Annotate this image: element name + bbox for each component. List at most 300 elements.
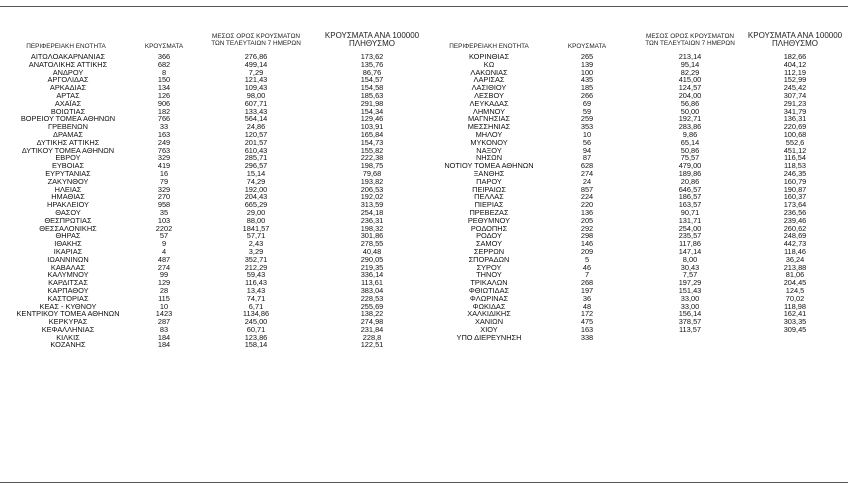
- region-cell: ΚΑΣΤΟΡΙΑΣ: [47, 293, 89, 303]
- avg-cell: 131,71: [678, 215, 702, 225]
- region-cell: ΙΘΑΚΗΣ: [54, 239, 82, 249]
- region-cell: ΛΑΣΙΘΙΟΥ: [471, 83, 507, 93]
- avg-cell: 29,00: [246, 207, 266, 217]
- cases-cell: 628: [580, 161, 594, 171]
- per100k-cell: 451,12: [783, 145, 807, 155]
- avg-cell: 3,29: [248, 246, 264, 256]
- per100k-cell: 404,12: [783, 59, 807, 69]
- region-cell: ΕΥΒΟΙΑΣ: [51, 161, 85, 171]
- avg-cell: 123,86: [244, 332, 268, 342]
- cases-cell: 9: [161, 239, 167, 249]
- region-cell: ΡΟΔΟΥ: [476, 231, 502, 241]
- header-avg-line2: ΤΩΝ ΤΕΛΕΥΤΑΙΩΝ 7 ΗΜΕΡΩΝ: [211, 40, 301, 47]
- avg-cell: 151,43: [678, 285, 702, 295]
- avg-cell: 564,14: [244, 114, 268, 124]
- right-cases-column: [556, 53, 618, 341]
- avg-cell: 245,00: [244, 317, 268, 327]
- per100k-cell: 185,63: [360, 90, 384, 100]
- per100k-cell: 206,53: [360, 184, 384, 194]
- region-cell: ΒΟΙΩΤΙΑΣ: [50, 106, 86, 116]
- per100k-cell: 162,41: [783, 309, 807, 319]
- avg-cell: 98,00: [246, 90, 266, 100]
- per100k-cell: 112,19: [783, 67, 807, 77]
- avg-cell: 95,14: [680, 59, 700, 69]
- region-cell: ΣΠΟΡΑΔΩΝ: [468, 254, 510, 264]
- avg-cell: 65,14: [680, 137, 700, 147]
- header-avg-line1: ΜΕΣΟΣ ΟΡΟΣ ΚΡΟΥΣΜΑΤΩΝ: [646, 33, 734, 40]
- region-cell: ΑΧΑΪΑΣ: [54, 98, 82, 108]
- cases-cell: 129: [157, 278, 171, 288]
- per100k-cell: 260,62: [783, 223, 807, 233]
- cases-cell: 36: [582, 293, 592, 303]
- region-cell: ΝΟΤΙΟΥ ΤΟΜΕΑ ΑΘΗΝΩΝ: [444, 161, 534, 171]
- per100k-cell: 220,69: [783, 122, 807, 132]
- avg-cell: 24,86: [246, 122, 266, 132]
- per100k-cell: 239,46: [783, 215, 807, 225]
- per100k-cell: 246,35: [783, 168, 807, 178]
- region-cell: ΚΕΡΚΥΡΑΣ: [48, 317, 88, 327]
- region-cell: ΠΡΕΒΕΖΑΣ: [469, 207, 509, 217]
- header-region-right: ΠΕΡΙΦΕΡΕΙΑΚΗ ΕΝΟΤΗΤΑ: [449, 43, 529, 50]
- per100k-cell: 236,31: [360, 215, 384, 225]
- region-cell: ΠΙΕΡΙΑΣ: [474, 200, 504, 210]
- cases-cell: 205: [580, 215, 594, 225]
- region-cell: ΚΩ: [483, 59, 495, 69]
- per100k-cell: 313,59: [360, 200, 384, 210]
- avg-cell: 213,14: [678, 52, 702, 61]
- cases-cell: 87: [582, 153, 592, 163]
- cases-cell: 1423: [155, 309, 173, 319]
- region-cell: ΧΑΛΚΙΔΙΚΗΣ: [467, 309, 511, 319]
- cases-cell: 35: [159, 207, 169, 217]
- region-cell: ΗΡΑΚΛΕΙΟΥ: [47, 200, 89, 210]
- region-cell: ΔΥΤΙΚΗΣ ΑΤΤΙΚΗΣ: [36, 137, 100, 147]
- cases-cell: 28: [159, 285, 169, 295]
- per100k-cell: 303,35: [783, 317, 807, 327]
- per100k-cell: 213,88: [783, 262, 807, 272]
- region-cell: ΛΗΜΝΟΥ: [472, 106, 506, 116]
- cases-cell: 94: [582, 145, 592, 155]
- avg-cell: 6,71: [248, 301, 264, 311]
- avg-cell: 646,57: [678, 184, 702, 194]
- region-cell: ΣΥΡΟΥ: [476, 262, 502, 272]
- region-cell: ΛΑΡΙΣΑΣ: [473, 75, 505, 85]
- cases-cell: 766: [157, 114, 171, 124]
- cases-cell: 59: [582, 106, 592, 116]
- per100k-cell: 307,74: [783, 90, 807, 100]
- cases-cell: 366: [157, 52, 171, 61]
- per100k-cell: 219,35: [360, 262, 384, 272]
- region-cell: ΙΚΑΡΙΑΣ: [53, 246, 83, 256]
- per100k-cell: [742, 334, 848, 342]
- header-per100k-line1: ΚΡΟΥΣΜΑΤΑ ΑΝΑ 100000: [324, 31, 420, 40]
- avg-cell: 74,71: [246, 293, 266, 303]
- avg-cell: 204,43: [244, 192, 268, 202]
- cases-cell: 33: [159, 122, 169, 132]
- cases-cell: 197: [580, 285, 594, 295]
- cases-cell: 136: [580, 207, 594, 217]
- avg-cell: 120,57: [244, 129, 268, 139]
- per100k-cell: 173,62: [360, 52, 384, 61]
- avg-cell: [634, 334, 746, 342]
- avg-cell: 192,71: [678, 114, 702, 124]
- per100k-cell: 173,64: [783, 200, 807, 210]
- avg-cell: 1134,86: [242, 309, 270, 319]
- cases-cell: 48: [582, 301, 592, 311]
- per100k-cell: 165,84: [360, 129, 384, 139]
- avg-cell: 499,14: [244, 59, 268, 69]
- cases-cell: 8: [161, 67, 167, 77]
- region-cell: ΧΑΝΙΩΝ: [474, 317, 504, 327]
- per100k-cell: 160,37: [783, 192, 807, 202]
- per100k-cell: 198,32: [360, 223, 384, 233]
- cases-cell: 185: [580, 83, 594, 93]
- per100k-cell: 290,05: [360, 254, 384, 264]
- per100k-cell: 136,31: [783, 114, 807, 124]
- right-avg-column: [634, 53, 746, 341]
- region-cell: ΣΑΜΟΥ: [475, 239, 503, 249]
- cases-cell: 10: [582, 129, 592, 139]
- per100k-cell: 122,51: [360, 340, 384, 350]
- cases-cell: 83: [159, 324, 169, 334]
- region-cell: ΚΑΡΔΙΤΣΑΣ: [48, 278, 88, 288]
- header-per100k-line2: ΠΛΗΘΥΣΜΟ: [348, 39, 396, 48]
- left-cases-column: [132, 53, 196, 349]
- per100k-cell: 245,42: [783, 83, 807, 93]
- region-cell: ΦΛΩΡΙΝΑΣ: [469, 293, 509, 303]
- right-per100k-column: [742, 53, 848, 341]
- cases-cell: 184: [157, 332, 171, 342]
- cases-cell: 146: [580, 239, 594, 249]
- cases-cell: 16: [159, 168, 169, 178]
- cases-cell: 265: [580, 52, 594, 61]
- region-cell: ΒΟΡΕΙΟΥ ΤΟΜΕΑ ΑΘΗΝΩΝ: [20, 114, 116, 124]
- header-cases-left: ΚΡΟΥΣΜΑΤΑ: [144, 43, 184, 50]
- per100k-cell: 291,98: [360, 98, 384, 108]
- avg-cell: 163,57: [678, 200, 702, 210]
- cases-cell: 329: [157, 184, 171, 194]
- region-cell: ΘΗΡΑΣ: [55, 231, 81, 241]
- avg-cell: 158,14: [244, 340, 268, 350]
- region-cell: ΚΑΡΠΑΘΟΥ: [47, 285, 89, 295]
- region-cell: ΝΗΣΩΝ: [475, 153, 503, 163]
- cases-cell: 353: [580, 122, 594, 132]
- left-avg-column: [196, 53, 316, 349]
- cases-cell: 4: [161, 246, 167, 256]
- left-per100k-column: [310, 53, 434, 349]
- cases-cell: 419: [157, 161, 171, 171]
- avg-cell: 296,57: [244, 161, 268, 171]
- cases-cell: 259: [580, 114, 594, 124]
- cases-cell: 274: [157, 262, 171, 272]
- per100k-cell: 118,46: [783, 246, 807, 256]
- per100k-cell: 100,68: [783, 129, 807, 139]
- cases-cell: 487: [157, 254, 171, 264]
- avg-cell: 610,43: [244, 145, 268, 155]
- per100k-cell: 152,99: [783, 75, 807, 85]
- region-cell: ΑΡΓΟΛΙΔΑΣ: [47, 75, 89, 85]
- per100k-cell: 135,76: [360, 59, 384, 69]
- region-cell: ΑΝΔΡΟΥ: [52, 67, 84, 77]
- avg-cell: 147,14: [678, 246, 702, 256]
- region-cell: ΚΕΝΤΡΙΚΟΥ ΤΟΜΕΑ ΑΘΗΝΩΝ: [16, 309, 120, 319]
- per100k-cell: 160,79: [783, 176, 807, 186]
- region-cell: ΠΕΙΡΑΙΩΣ: [472, 184, 506, 194]
- avg-cell: 2,43: [248, 239, 264, 249]
- region-cell: ΦΩΚΙΔΑΣ: [472, 301, 506, 311]
- cases-cell: 57: [159, 231, 169, 241]
- avg-cell: 415,00: [678, 75, 702, 85]
- avg-cell: 57,71: [246, 231, 266, 241]
- cases-cell: 266: [580, 90, 594, 100]
- region-cell: ΔΥΤΙΚΟΥ ΤΟΜΕΑ ΑΘΗΝΩΝ: [21, 145, 115, 155]
- avg-cell: 113,57: [678, 324, 702, 334]
- per100k-cell: 442,73: [783, 239, 807, 249]
- avg-cell: 285,71: [244, 153, 268, 163]
- region-cell: ΛΑΚΩΝΙΑΣ: [470, 67, 508, 77]
- cases-cell: 115: [158, 293, 170, 303]
- avg-cell: 283,86: [678, 122, 702, 132]
- per100k-cell: 291,23: [783, 98, 807, 108]
- region-cell: ΘΕΣΣΑΛΟΝΙΚΗΣ: [39, 223, 97, 233]
- cases-cell: 10: [159, 301, 169, 311]
- region-cell: ΔΡΑΜΑΣ: [53, 129, 83, 139]
- avg-cell: 479,00: [678, 161, 702, 171]
- avg-cell: 235,57: [678, 231, 702, 241]
- cases-cell: 103: [157, 215, 171, 225]
- region-cell: ΘΑΣΟΥ: [55, 207, 81, 217]
- avg-cell: 189,86: [678, 168, 702, 178]
- header-per100k-right: [742, 32, 848, 48]
- region-cell: ΜΑΓΝΗΣΙΑΣ: [468, 114, 510, 124]
- cases-cell: 209: [580, 246, 594, 256]
- per100k-cell: 204,45: [783, 278, 807, 288]
- region-cell: ΙΩΑΝΝΙΝΩΝ: [47, 254, 89, 264]
- header-per100k-line2: ΠΛΗΘΥΣΜΟ: [771, 39, 819, 48]
- region-cell: ΦΘΙΩΤΙΔΑΣ: [468, 285, 510, 295]
- per100k-cell: 255,69: [360, 301, 384, 311]
- region-cell: ΗΛΕΙΑΣ: [54, 184, 82, 194]
- per100k-cell: 228,53: [360, 293, 384, 303]
- per100k-cell: 254,18: [360, 207, 384, 217]
- region-cell: ΥΠΟ ΔΙΕΡΕΥΝΗΣΗ: [456, 332, 522, 342]
- cases-cell: 287: [157, 317, 171, 327]
- region-cell: ΝΑΞΟΥ: [476, 145, 502, 155]
- avg-cell: 124,57: [678, 83, 702, 93]
- avg-cell: 20,86: [680, 176, 700, 186]
- per100k-cell: 154,73: [360, 137, 384, 147]
- cases-cell: 682: [157, 59, 171, 69]
- cases-cell: 134: [157, 83, 171, 93]
- avg-cell: 33,00: [680, 293, 700, 303]
- region-cell: ΣΕΡΡΩΝ: [473, 246, 505, 256]
- right-region-column: [418, 53, 560, 341]
- avg-cell: 60,71: [246, 324, 266, 334]
- header-avg-line2: ΤΩΝ ΤΕΛΕΥΤΑΙΩΝ 7 ΗΜΕΡΩΝ: [645, 40, 735, 47]
- per100k-cell: 193,82: [360, 176, 384, 186]
- per100k-cell: 228,8: [362, 332, 382, 342]
- avg-cell: 254,00: [678, 223, 702, 233]
- region-cell: ΑΙΤΩΛΟΑΚΑΡΝΑΝΙΑΣ: [30, 52, 106, 61]
- cases-cell: 139: [580, 59, 594, 69]
- region-cell: ΚΙΛΚΙΣ: [56, 332, 80, 342]
- region-cell: ΕΒΡΟΥ: [55, 153, 81, 163]
- region-cell: ΑΡΚΑΔΙΑΣ: [49, 83, 87, 93]
- per100k-cell: 383,04: [360, 285, 384, 295]
- per100k-cell: 155,82: [360, 145, 384, 155]
- avg-cell: 13,43: [246, 285, 266, 295]
- cases-cell: 763: [157, 145, 171, 155]
- avg-cell: 50,86: [680, 145, 700, 155]
- cases-cell: 906: [157, 98, 171, 108]
- avg-cell: 276,86: [244, 52, 268, 61]
- cases-cell: 475: [580, 317, 594, 327]
- cases-cell: 172: [580, 309, 594, 319]
- avg-cell: 59,43: [246, 270, 266, 280]
- avg-cell: 75,57: [680, 153, 700, 163]
- per100k-cell: 236,56: [783, 207, 807, 217]
- per100k-cell: 113,61: [360, 278, 384, 288]
- region-cell: ΚΑΛΥΜΝΟΥ: [47, 270, 89, 280]
- per100k-cell: 70,02: [785, 293, 805, 303]
- avg-cell: 33,00: [680, 301, 700, 311]
- region-cell: ΠΑΡΟΥ: [476, 176, 502, 186]
- avg-cell: 607,71: [244, 98, 268, 108]
- per100k-cell: 222,38: [360, 153, 384, 163]
- region-cell: ΗΜΑΘΙΑΣ: [51, 192, 85, 202]
- cases-cell: 329: [157, 153, 171, 163]
- per100k-cell: 124,5: [785, 285, 805, 295]
- cases-cell: 56: [582, 137, 592, 147]
- cases-cell: 69: [582, 98, 592, 108]
- avg-cell: 117,86: [678, 239, 702, 249]
- per100k-cell: 129,46: [360, 114, 384, 124]
- region-cell: ΛΕΥΚΑΔΑΣ: [469, 98, 509, 108]
- cases-cell: 268: [580, 278, 594, 288]
- avg-cell: 121,43: [244, 75, 268, 85]
- per100k-cell: 309,45: [783, 324, 807, 334]
- region-cell: ΚΑΒΑΛΑΣ: [50, 262, 86, 272]
- avg-cell: 7,57: [682, 270, 698, 280]
- avg-cell: 665,29: [244, 200, 268, 210]
- region-cell: ΡΕΘΥΜΝΟΥ: [467, 215, 511, 225]
- per100k-cell: 198,75: [360, 161, 384, 171]
- per100k-cell: 86,76: [362, 67, 382, 77]
- region-cell: ΛΕΣΒΟΥ: [474, 90, 504, 100]
- per100k-cell: 336,14: [360, 270, 384, 280]
- per100k-cell: 154,34: [360, 106, 384, 116]
- cases-cell: 24: [582, 176, 592, 186]
- region-cell: ΓΡΕΒΕΝΩΝ: [48, 122, 88, 132]
- per100k-cell: 301,86: [360, 231, 384, 241]
- per100k-cell: 248,69: [783, 231, 807, 241]
- cases-cell: 182: [157, 106, 171, 116]
- avg-cell: 197,29: [678, 278, 702, 288]
- avg-cell: 88,00: [246, 215, 266, 225]
- region-cell: ΑΝΑΤΟΛΙΚΗΣ ΑΤΤΙΚΗΣ: [28, 59, 108, 69]
- avg-cell: 30,43: [680, 262, 700, 272]
- cases-cell: 79: [159, 176, 169, 186]
- per100k-cell: 274,98: [360, 317, 384, 327]
- avg-cell: 201,57: [244, 137, 268, 147]
- cases-cell: 163: [157, 129, 171, 139]
- cases-cell: 2202: [155, 223, 173, 233]
- avg-cell: 212,29: [244, 262, 268, 272]
- per100k-cell: 154,58: [360, 83, 384, 93]
- per100k-cell: 103,91: [360, 122, 384, 132]
- left-region-column: [0, 53, 136, 349]
- region-cell: ΤΡΙΚΑΛΩΝ: [470, 278, 508, 288]
- avg-cell: 50,00: [680, 106, 700, 116]
- cases-cell: 7: [584, 270, 590, 280]
- avg-cell: 192,00: [244, 184, 268, 194]
- avg-cell: 7,29: [248, 67, 264, 77]
- region-cell: ΞΑΝΘΗΣ: [473, 168, 505, 178]
- cases-cell: 298: [580, 231, 594, 241]
- cases-cell: 184: [157, 340, 171, 350]
- cases-cell: 220: [580, 200, 594, 210]
- cases-cell: 150: [157, 75, 171, 85]
- avg-cell: 90,71: [680, 207, 700, 217]
- region-cell: ΖΑΚΥΝΘΟΥ: [47, 176, 89, 186]
- per100k-cell: 154,57: [360, 75, 384, 85]
- header-per100k-line1: ΚΡΟΥΣΜΑΤΑ ΑΝΑ 100000: [747, 31, 843, 40]
- per100k-cell: 79,68: [362, 168, 382, 178]
- cases-cell: 958: [157, 200, 171, 210]
- region-cell: ΜΕΣΣΗΝΙΑΣ: [467, 122, 511, 132]
- per100k-cell: 552,6: [785, 137, 805, 147]
- avg-cell: 116,43: [244, 278, 268, 288]
- avg-cell: 56,86: [680, 98, 700, 108]
- region-cell: ΧΙΟΥ: [480, 324, 498, 334]
- cases-cell: 249: [157, 137, 171, 147]
- region-cell: ΚΟΡΙΝΘΙΑΣ: [468, 52, 510, 61]
- avg-cell: 204,00: [678, 90, 702, 100]
- avg-cell: 9,86: [682, 129, 698, 139]
- header-cases-right: ΚΡΟΥΣΜΑΤΑ: [567, 43, 607, 50]
- region-cell: ΜΗΛΟΥ: [475, 129, 503, 139]
- region-cell: ΠΕΛΛΑΣ: [474, 192, 504, 202]
- avg-cell: 352,71: [244, 254, 268, 264]
- per100k-cell: 192,02: [360, 192, 384, 202]
- avg-cell: 1841,57: [242, 223, 270, 233]
- cases-cell: 857: [580, 184, 594, 194]
- avg-cell: 74,29: [246, 176, 266, 186]
- cases-cell: 292: [580, 223, 594, 233]
- region-cell: ΚΟΖΑΝΗΣ: [50, 340, 86, 350]
- region-cell: ΜΥΚΟΝΟΥ: [470, 137, 508, 147]
- cases-cell: 163: [580, 324, 594, 334]
- header-region-left: ΠΕΡΙΦΕΡΕΙΑΚΗ ΕΝΟΤΗΤΑ: [26, 43, 106, 50]
- avg-cell: 82,29: [680, 67, 700, 77]
- per100k-cell: 138,22: [360, 309, 384, 319]
- avg-cell: 156,14: [678, 309, 702, 319]
- per100k-cell: 341,79: [783, 106, 807, 116]
- region-cell: ΚΕΦΑΛΛΗΝΙΑΣ: [41, 324, 95, 334]
- header-avg-right: [634, 33, 746, 47]
- header-per100k-left: [310, 32, 434, 48]
- per100k-cell: 182,66: [783, 52, 807, 61]
- avg-cell: 109,43: [244, 83, 268, 93]
- region-cell: ΘΕΣΠΡΩΤΙΑΣ: [44, 215, 92, 225]
- per100k-cell: 231,84: [360, 324, 384, 334]
- cases-cell: 435: [580, 75, 594, 85]
- avg-cell: 133,43: [244, 106, 268, 116]
- avg-cell: 8,00: [682, 254, 698, 264]
- region-cell: ΤΗΝΟΥ: [476, 270, 502, 280]
- cases-cell: 274: [580, 168, 594, 178]
- cases-cell: 46: [582, 262, 592, 272]
